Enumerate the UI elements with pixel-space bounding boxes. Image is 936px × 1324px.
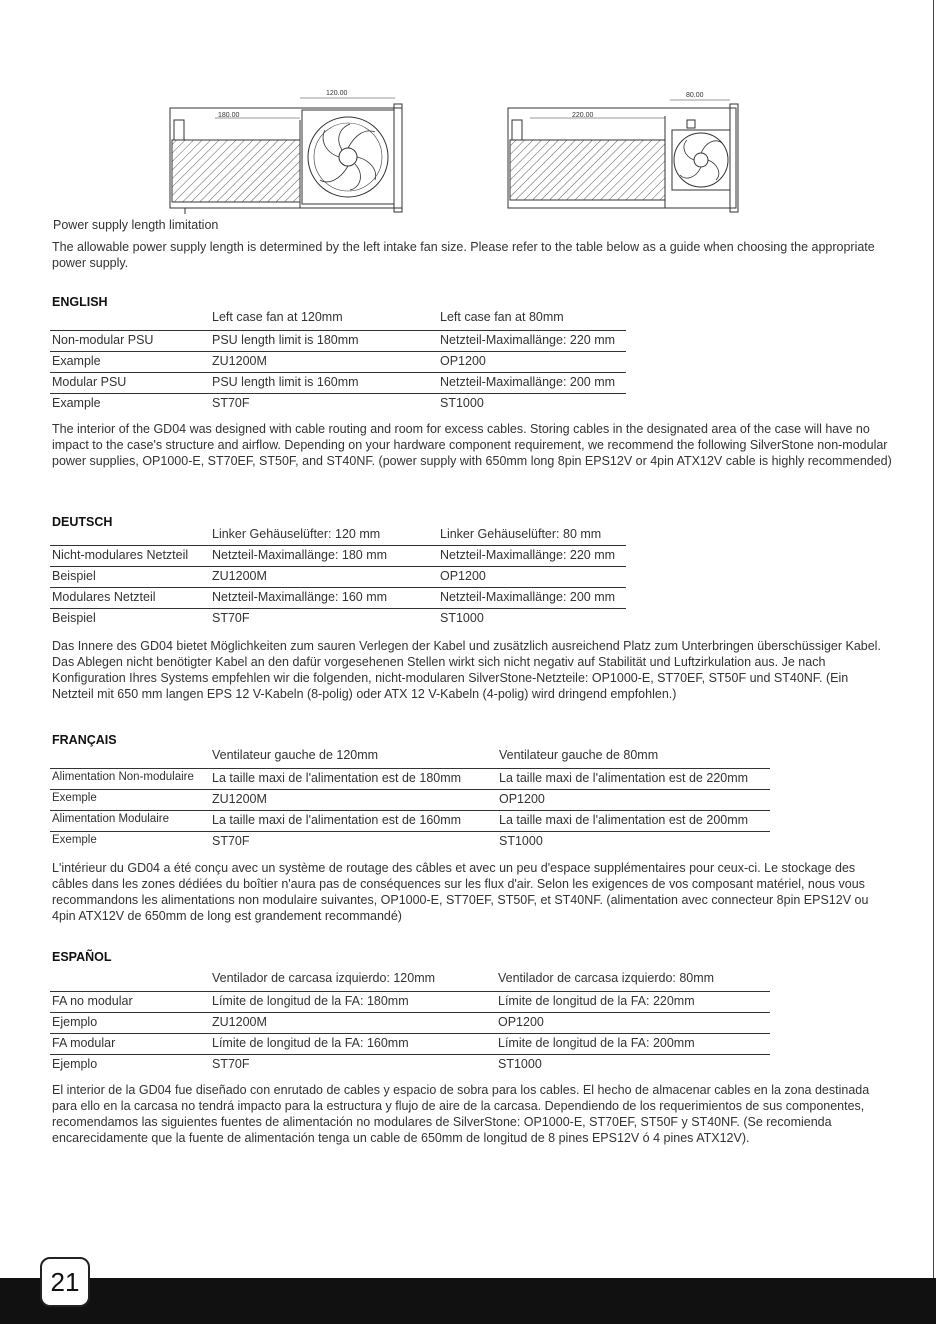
page-number: 21 <box>40 1257 90 1307</box>
table-row <box>50 1034 770 1055</box>
table-row <box>50 1013 770 1034</box>
espanol-paragraph: El interior de la GD04 fue diseñado con enrutado de cables y espacio de sobra para los cables. El hecho de almacenar cables en la zona destinada para ello en la carcasa no tendrá impacto para la estructura y flujo de aire de la carcasa. Dependiendo de los requerimientos de sus componentes, recomendamos las siguientes fuentes de alimentación no modulares de SilverStone: OP1000-E, ST70EF, ST50F y ST40NF. (Se recomienda encarecidamente que la fuente de alimentación tenga un cable de 650mm de longitud de 8 pines EPS12V ó 4 pines ATX12V). <box>52 1083 870 1145</box>
table-row <box>50 609 626 629</box>
espanol-col1-header: Ventilador de carcasa izquierdo: 120mm <box>212 971 436 985</box>
table-row <box>50 331 626 352</box>
row-value: Límite de longitud de la FA: 220mm <box>498 994 695 1008</box>
table-row <box>50 769 770 790</box>
row-value: ZU1200M <box>212 569 267 583</box>
deutsch-paragraph: Das Innere des GD04 bietet Möglichkeiten zum sauren Verlegen der Kabel und zusätzlich ausreichend Platz zum Unterbringen überschüssiger Kabel. Das Ablegen nicht benötigter Kabel an den dafür vorgesehenen Stellen wirkt sich nicht negativ auf Stabilität und Luftzirkulation aus. Je nach Konfiguration Ihres Systems empfehlen wir die folgenden, nicht-modularen SilverStone-Netzteile: OP1000-E, ST70EF, ST50F und ST40NF. (Ein Netzteil mit 650 mm langen EPS 12 V-Kabeln (8-polig) oder ATX 12 V-Kabeln (4-polig) wird dringend empfohlen.) <box>52 639 881 701</box>
row-value: Netzteil-Maximallänge: 160 mm <box>212 590 388 604</box>
row-value: ST1000 <box>440 396 484 410</box>
figure-caption: Power supply length limitation <box>53 218 219 232</box>
francais-col1-header: Ventilateur gauche de 120mm <box>212 748 379 762</box>
table-row <box>50 352 626 373</box>
deutsch-heading: DEUTSCH <box>52 515 113 529</box>
row-label: Modulares Netzteil <box>52 590 156 604</box>
english-table <box>50 330 626 414</box>
footer-bar <box>0 1278 936 1324</box>
row-value: Netzteil-Maximallänge: 200 mm <box>440 375 616 389</box>
row-label: Ejemplo <box>52 1057 98 1071</box>
row-value: PSU length limit is 180mm <box>212 333 359 347</box>
deutsch-col1-header: Linker Gehäuselüfter: 120 mm <box>212 527 381 541</box>
row-value: ST70F <box>212 396 250 410</box>
row-label: Alimentation Modulaire <box>52 813 169 825</box>
row-value: PSU length limit is 160mm <box>212 375 359 389</box>
francais-col2-header: Ventilateur gauche de 80mm <box>499 748 659 762</box>
row-value: Límite de longitud de la FA: 160mm <box>212 1036 409 1050</box>
row-value: ST1000 <box>499 834 543 848</box>
table-row <box>50 1055 770 1075</box>
row-label: Example <box>52 396 101 410</box>
page-border <box>933 0 934 1280</box>
row-label: Non-modular PSU <box>52 333 154 347</box>
row-value: Netzteil-Maximallänge: 200 mm <box>440 590 616 604</box>
row-label: Exemple <box>52 792 97 804</box>
table-row <box>50 832 770 852</box>
left-inner-dim: 180.00 <box>218 112 240 119</box>
row-value: Netzteil-Maximallänge: 220 mm <box>440 333 616 347</box>
row-value: OP1200 <box>440 354 486 368</box>
deutsch-table <box>50 545 626 629</box>
left-top-dim: 120.00 <box>326 90 348 97</box>
row-value: ZU1200M <box>212 1015 267 1029</box>
row-value: ST70F <box>212 611 250 625</box>
row-label: Exemple <box>52 834 97 846</box>
table-row <box>50 546 626 567</box>
table-row <box>50 811 770 832</box>
row-value: OP1200 <box>498 1015 544 1029</box>
left-drawing <box>170 90 402 214</box>
row-value: La taille maxi de l'alimentation est de 220mm <box>499 771 749 785</box>
intro-paragraph: The allowable power supply length is determined by the left intake fan size. Please refer to the table below as a guide when choosing the appropriate power supply. <box>52 240 875 270</box>
table-row <box>50 373 626 394</box>
row-value: Netzteil-Maximallänge: 180 mm <box>212 548 388 562</box>
psu-diagram <box>160 80 760 215</box>
row-value: ZU1200M <box>212 354 267 368</box>
english-paragraph: The interior of the GD04 was designed with cable routing and room for excess cables. Storing cables in the designated area of the case will have no impact to the case's structure and airflow. Depending on your hardware component requirement, we recommend the following SilverStone non-modular power supplies, OP1000-E, ST70EF, ST50F, and ST40NF. (power supply with 650mm long 8pin EPS12V or 4pin ATX12V cable is highly recommended) <box>52 422 892 468</box>
table-row <box>50 790 770 811</box>
row-value: OP1200 <box>499 792 545 806</box>
row-label: Modular PSU <box>52 375 127 389</box>
row-value: La taille maxi de l'alimentation est de 160mm <box>212 813 462 827</box>
row-label: Alimentation Non-modulaire <box>52 771 194 783</box>
right-drawing <box>508 92 738 212</box>
row-label: Nicht-modulares Netzteil <box>52 548 189 562</box>
table-row <box>50 394 626 414</box>
row-value: OP1200 <box>440 569 486 583</box>
francais-heading: FRANÇAIS <box>52 733 117 747</box>
espanol-col2-header: Ventilador de carcasa izquierdo: 80mm <box>498 971 715 985</box>
table-row <box>50 588 626 609</box>
francais-table <box>50 768 770 852</box>
row-value: Límite de longitud de la FA: 180mm <box>212 994 409 1008</box>
row-value: ST70F <box>212 1057 250 1071</box>
row-value: La taille maxi de l'alimentation est de 200mm <box>499 813 749 827</box>
row-value: ZU1200M <box>212 792 267 806</box>
row-value: Netzteil-Maximallänge: 220 mm <box>440 548 616 562</box>
espanol-heading: ESPAÑOL <box>52 950 112 964</box>
table-row <box>50 567 626 588</box>
row-value: Límite de longitud de la FA: 200mm <box>498 1036 695 1050</box>
row-value: ST70F <box>212 834 250 848</box>
row-label: FA no modular <box>52 994 133 1008</box>
row-value: ST1000 <box>498 1057 542 1071</box>
row-label: FA modular <box>52 1036 116 1050</box>
english-col1-header: Left case fan at 120mm <box>212 310 343 324</box>
right-top-dim: 80.00 <box>686 92 704 99</box>
row-value: ST1000 <box>440 611 484 625</box>
row-label: Example <box>52 354 101 368</box>
row-label: Ejemplo <box>52 1015 98 1029</box>
deutsch-col2-header: Linker Gehäuselüfter: 80 mm <box>440 527 602 541</box>
row-label: Beispiel <box>52 569 96 583</box>
english-heading: ENGLISH <box>52 295 108 309</box>
row-value: La taille maxi de l'alimentation est de 180mm <box>212 771 462 785</box>
row-label: Beispiel <box>52 611 96 625</box>
english-col2-header: Left case fan at 80mm <box>440 310 564 324</box>
right-inner-dim: 220.00 <box>572 112 594 119</box>
espanol-table <box>50 991 770 1075</box>
table-row <box>50 992 770 1013</box>
francais-paragraph: L'intérieur du GD04 a été conçu avec un système de routage des câbles et avec un peu d'espace supplémentaires pour ceux-ci. Le stockage des câbles dans les zones dédiées du boîtier n'aura pas de conséquences sur les flux d'air. Selon les exigences de vos composant matériel, nous vous recommandons les alimentations non modulaire suivantes, OP1000-E, ST70EF, ST50F, et ST40NF. (alimentation avec connecteur 8pin EPS12V ou 4pin ATX12V de 650mm de long est grandement recommandé) <box>52 861 869 923</box>
